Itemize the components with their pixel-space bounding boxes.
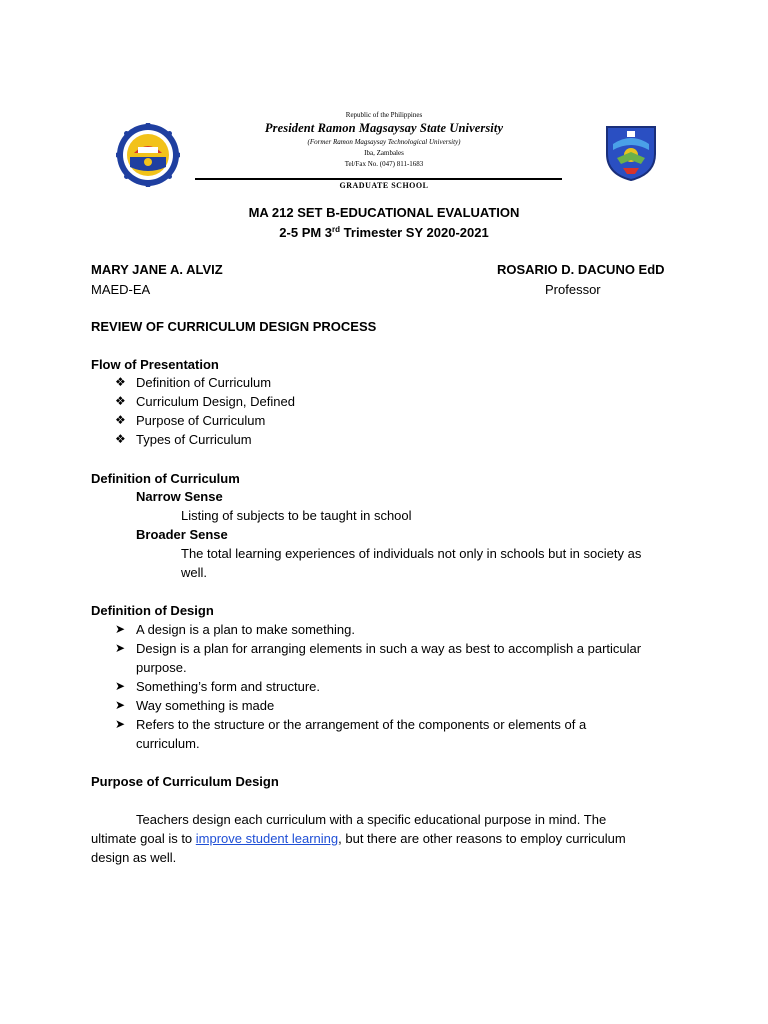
diamond-bullet-icon: ❖ [115,432,126,446]
purpose-paragraph-line2: ultimate goal is to improve student learning, but there are other reasons to employ curriculum [91,831,626,846]
graduate-school-label: GRADUATE SCHOOL [339,181,429,190]
list-item: Purpose of Curriculum [136,413,266,428]
republic-text: Republic of the Philippines [345,111,423,119]
list-item: Refers to the structure or the arrangement of the components or elements of a [136,717,587,732]
list-item: A design is a plan to make something. [136,622,355,637]
graduate-school-shield-logo [605,124,657,182]
review-title: REVIEW OF CURRICULUM DESIGN PROCESS [91,319,377,334]
narrow-sense-label: Narrow Sense [136,489,223,504]
diamond-bullet-icon: ❖ [115,375,126,389]
broader-sense-label: Broader Sense [136,527,228,542]
telfax-text: Tel/Fax No. (047) 811-1683 [344,160,424,168]
purpose-heading: Purpose of Curriculum Design [91,774,279,789]
former-name: (Former Ramon Magsaysay Technological University) [307,138,461,146]
arrow-bullet-icon: ➤ [115,698,126,712]
arrow-bullet-icon: ➤ [115,641,126,655]
address-text: Iba, Zambales [364,149,404,157]
narrow-sense-text: Listing of subjects to be taught in school [181,508,412,523]
arrow-bullet-icon: ➤ [115,679,126,693]
purpose-paragraph-line3: design as well. [91,850,177,865]
diamond-bullet-icon: ❖ [115,394,126,408]
professor-role: Professor [545,282,601,297]
purpose-paragraph-line1: Teachers design each curriculum with a specific educational purpose in mind. The [136,812,607,827]
list-item-cont: curriculum. [136,736,200,751]
university-seal-logo [116,123,180,187]
arrow-bullet-icon: ➤ [115,622,126,636]
professor-name: ROSARIO D. DACUNO EdD [497,262,665,277]
course-schedule: 2-5 PM 3rd Trimester SY 2020-2021 [279,225,489,240]
diamond-bullet-icon: ❖ [115,413,126,427]
student-program: MAED-EA [91,282,151,297]
university-name: President Ramon Magsaysay State University [264,121,504,135]
letterhead-divider [195,178,562,180]
improve-student-learning-link[interactable]: improve student learning [195,831,339,846]
list-item: Something’s form and structure. [136,679,321,694]
course-title: MA 212 SET B-EDUCATIONAL EVALUATION [248,205,520,220]
list-item: Way something is made [136,698,275,713]
arrow-bullet-icon: ➤ [115,717,126,731]
broader-sense-text: The total learning experiences of individuals not only in schools but in society as [181,546,642,561]
curriculum-def-heading: Definition of Curriculum [91,471,240,486]
student-name: MARY JANE A. ALVIZ [91,262,223,277]
list-item: Types of Curriculum [136,432,252,447]
list-item-cont: purpose. [136,660,187,675]
design-def-heading: Definition of Design [91,603,214,618]
broader-sense-text-cont: well. [181,565,208,580]
flow-heading: Flow of Presentation [91,357,219,372]
list-item: Definition of Curriculum [136,375,272,390]
list-item: Design is a plan for arranging elements in such a way as best to accomplish a particular [136,641,642,656]
list-item: Curriculum Design, Defined [136,394,295,409]
